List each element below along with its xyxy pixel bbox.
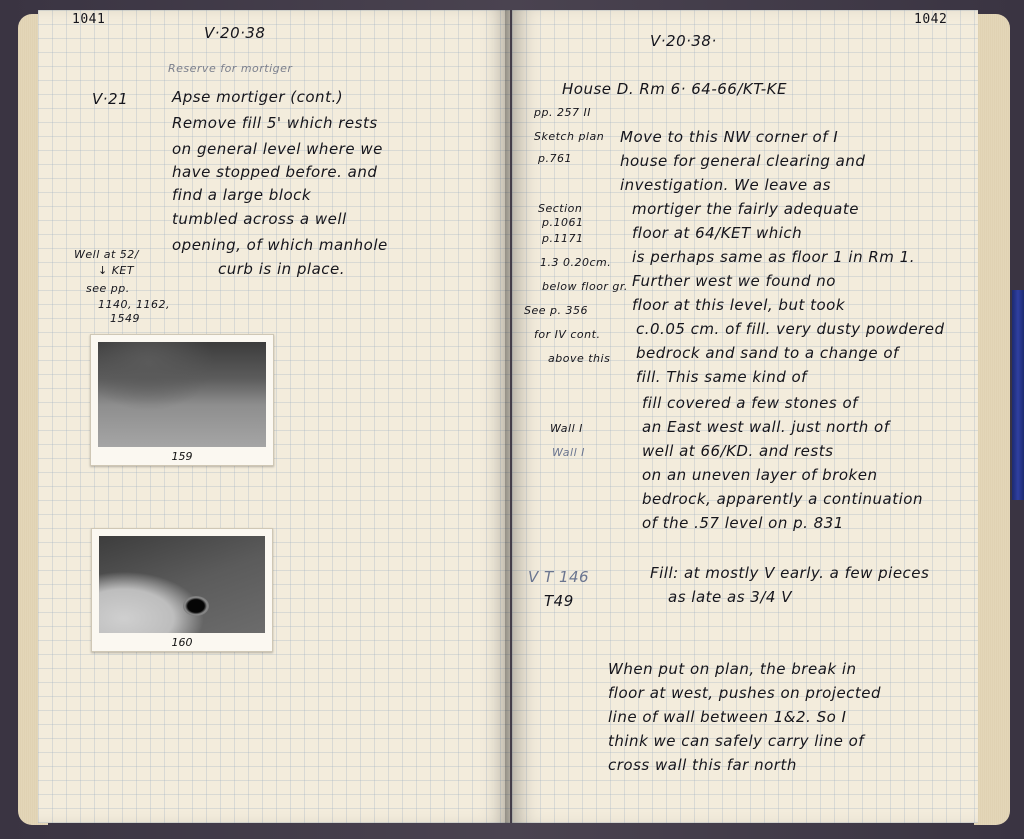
closing-line: cross wall this far north [608, 756, 797, 774]
right-line: bedrock, apparently a continuation [642, 490, 923, 508]
right-line: of the .57 level on p. 831 [642, 514, 844, 532]
margin-note: Wall I [550, 422, 583, 435]
right-line: house for general clearing and [620, 152, 866, 170]
margin-note: Section [538, 202, 583, 215]
closing-line: floor at west, pushes on projected [608, 684, 882, 702]
page-refs-2: 1549 [110, 312, 140, 325]
photo-caption: 160 [171, 636, 193, 649]
margin-note: p.1061 [542, 216, 584, 229]
left-line: have stopped before. and [172, 163, 378, 181]
closing-line: line of wall between 1&2. So I [608, 708, 847, 726]
right-page [512, 10, 978, 823]
well-note-2: ↓ KET [98, 264, 135, 277]
fill-note: Fill: at mostly V early. a few pieces [650, 564, 930, 582]
left-header-note: Reserve for mortiger [168, 62, 293, 75]
left-line: opening, of which manhole [172, 236, 388, 254]
right-line: an East west wall. just north of [642, 418, 890, 436]
right-line: well at 66/KD. and rests [642, 442, 834, 460]
margin-note: T49 [544, 592, 574, 610]
page-number-right: 1042 [914, 12, 948, 27]
right-heading: House D. Rm 6· 64-66/KT-KE [562, 80, 787, 98]
left-line: on general level where we [172, 140, 383, 158]
excavation-photo [98, 342, 266, 447]
margin-note: See p. 356 [524, 304, 588, 317]
margin-note: for IV cont. [534, 328, 601, 341]
right-line: bedrock and sand to a change of [636, 344, 899, 362]
left-line: Apse mortiger (cont.) [172, 88, 344, 106]
margin-note: pp. 257 II [534, 106, 591, 119]
closing-line: think we can safely carry line of [608, 732, 865, 750]
margin-note: above this [548, 352, 611, 365]
right-line: floor at this level, but took [632, 296, 846, 314]
right-line: c.0.05 cm. of fill. very dusty powdered [636, 320, 945, 338]
margin-note: 1.3 0.20cm. [540, 256, 612, 269]
left-page [38, 10, 510, 823]
fill-note-2: as late as 3/4 V [668, 588, 792, 606]
photo-caption: 159 [171, 450, 193, 463]
margin-note: Sketch plan [534, 130, 605, 143]
right-line: on an uneven layer of broken [642, 466, 878, 484]
right-line: is perhaps same as floor 1 in Rm 1. [632, 248, 915, 266]
right-line: mortiger the fairly adequate [632, 200, 859, 218]
left-line: Remove fill 5' which rests [172, 114, 378, 132]
page-edges-right [974, 14, 1010, 825]
well-note: Well at 52/ [74, 248, 140, 261]
right-line: floor at 64/KET which [632, 224, 803, 242]
margin-note: Wall I [552, 446, 585, 459]
right-line: fill. This same kind of [636, 368, 807, 386]
well-hole [183, 596, 209, 616]
photo-160 [91, 528, 273, 652]
left-line: curb is in place. [218, 260, 346, 278]
margin-note: p.1171 [542, 232, 584, 245]
closing-line: When put on plan, the break in [608, 660, 857, 678]
right-line: Move to this NW corner of I [620, 128, 839, 146]
bookmark-ribbon [1012, 290, 1024, 500]
left-line: find a large block [172, 186, 312, 204]
left-margin-date: V·21 [92, 90, 129, 108]
margin-note: below floor gr. [542, 280, 628, 293]
right-page-date: V·20·38· [650, 32, 717, 50]
left-line: tumbled across a well [172, 210, 347, 228]
right-line: fill covered a few stones of [642, 394, 858, 412]
margin-note: V T 146 [528, 568, 590, 586]
right-line: Further west we found no [632, 272, 836, 290]
page-refs-1: 1140, 1162, [98, 298, 170, 311]
see-pp-note: see pp. [86, 282, 130, 295]
margin-note: p.761 [538, 152, 572, 165]
left-page-date: V·20·38 [204, 24, 266, 42]
photo-159 [90, 334, 274, 466]
page-number-left: 1041 [72, 12, 106, 27]
well-opening-photo [99, 536, 265, 633]
right-line: investigation. We leave as [620, 176, 831, 194]
